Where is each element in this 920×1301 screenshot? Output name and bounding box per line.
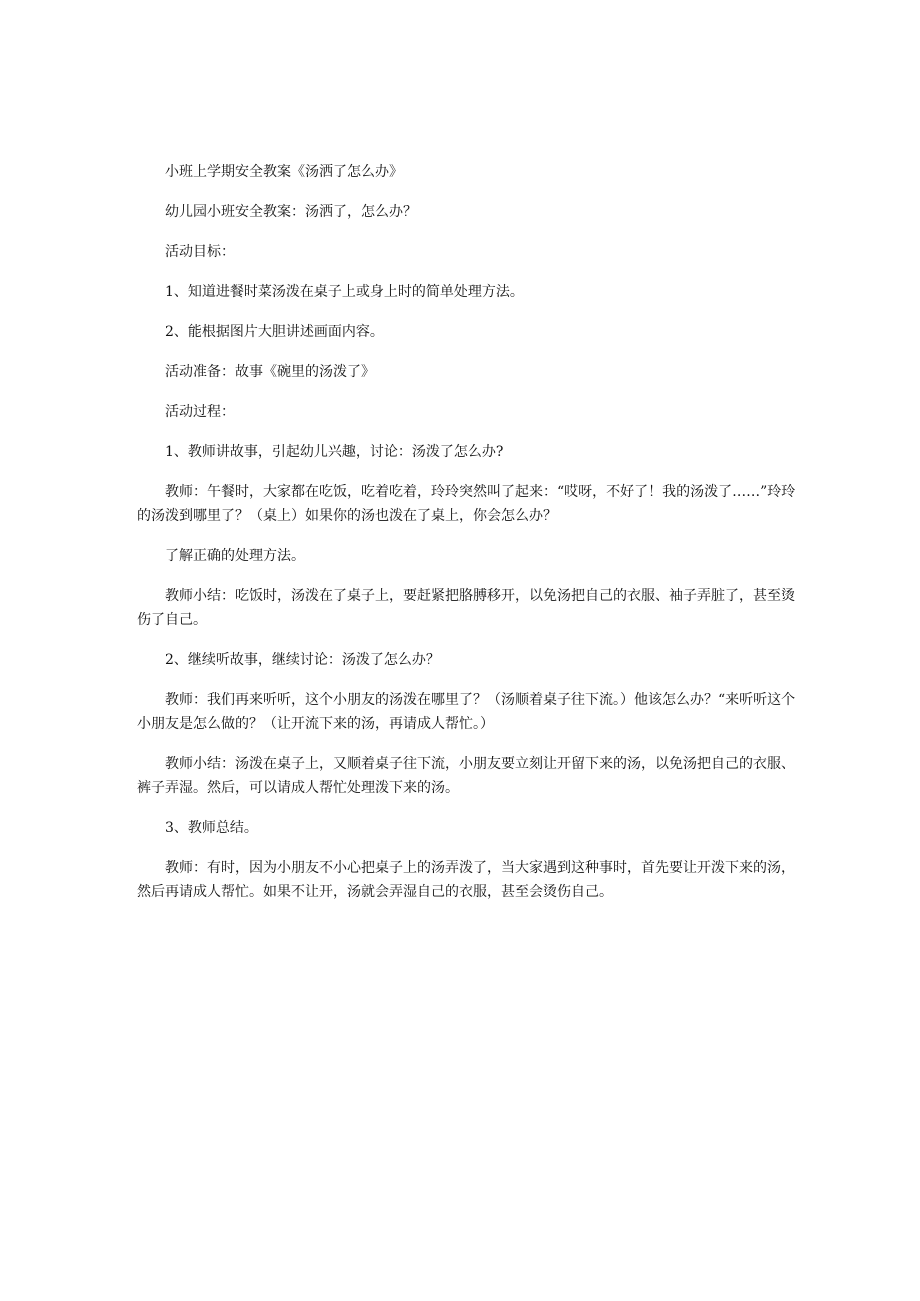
teacher-conclusion: 教师：有时，因为小朋友不小心把桌子上的汤弄泼了，当大家遇到这种事时，首先要让开泼下来的汤，然后再请成人帮忙。如果不让开，汤就会弄湿自己的衣服，甚至会烫伤自己。 [137, 860, 795, 900]
process-step-2: 2、继续听故事，继续讨论：汤泼了怎么办？ [165, 652, 440, 668]
process-step-1: 1、教师讲故事，引起幼儿兴趣，讨论：汤泼了怎么办? [165, 444, 504, 460]
teacher-story-1: 教师：午餐时，大家都在吃饭，吃着吃着，玲玲突然叫了起来：“哎呀，不好了！我的汤泼了……”玲玲的汤泼到哪里了？（桌上）如果你的汤也泼在了桌上，你会怎么办？ [137, 484, 796, 524]
document-title: 小班上学期安全教案《汤洒了怎么办》 [165, 164, 403, 180]
goal-item-2: 2、能根据图片大胆讲述画面内容。 [165, 324, 384, 340]
understand-method: 了解正确的处理方法。 [165, 548, 305, 564]
teacher-summary-2: 教师小结：汤泼在桌子上，又顺着桌子往下流，小朋友要立刻让开留下来的汤，以免汤把自己的衣服、裤子弄湿。然后，可以请成人帮忙处理泼下来的汤。 [137, 756, 795, 796]
teacher-summary-1: 教师小结：吃饭时，汤泼在了桌子上，要赶紧把胳膊移开，以免汤把自己的衣服、袖子弄脏了，甚至烫伤了自己。 [137, 588, 795, 628]
activity-preparation: 活动准备：故事《碗里的汤泼了》 [165, 364, 375, 380]
lesson-subtitle: 幼儿园小班安全教案：汤洒了，怎么办？ [165, 204, 417, 220]
process-step-3: 3、教师总结。 [165, 820, 258, 836]
teacher-story-2: 教师：我们再来听听，这个小朋友的汤泼在哪里了？（汤顺着桌子往下流。）他该怎么办？“来听听这个小朋友是怎么做的？（让开流下来的汤，再请成人帮忙。） [137, 692, 796, 732]
heading-activity-process: 活动过程： [165, 404, 235, 420]
heading-activity-goals: 活动目标： [165, 244, 235, 260]
goal-item-1: 1、知道进餐时菜汤泼在桌子上或身上时的简单处理方法。 [165, 284, 524, 300]
document-body [137, 160, 797, 920]
